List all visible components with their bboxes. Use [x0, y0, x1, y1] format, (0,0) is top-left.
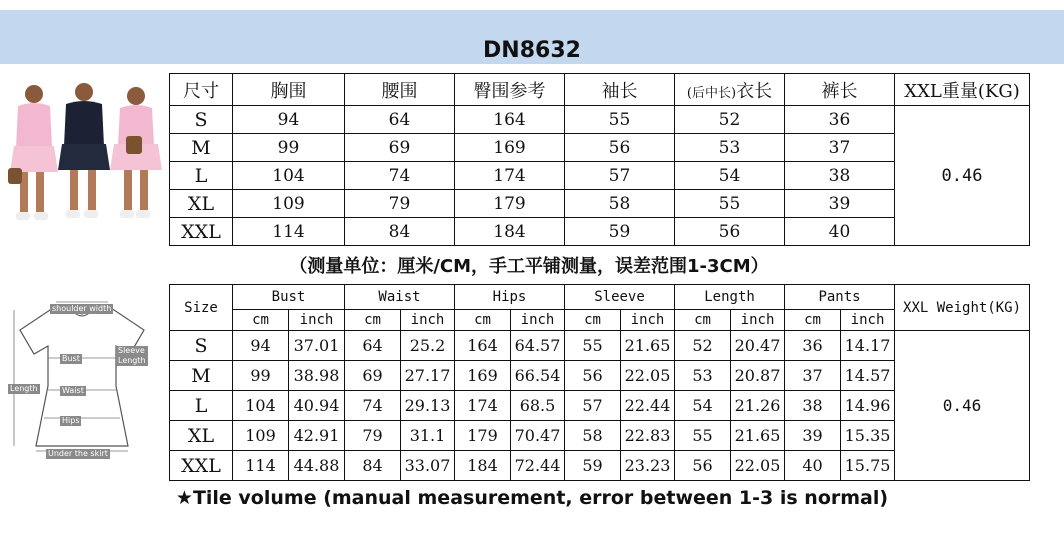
table-cell: 164	[455, 106, 565, 134]
table-cell: 64	[345, 331, 401, 361]
table-cell: 68.5	[511, 391, 565, 421]
header-sleeve: Sleeve	[565, 285, 675, 310]
table-cell: 169	[455, 134, 565, 162]
unit-inch: inch	[841, 310, 895, 331]
table-cell: 15.35	[841, 421, 895, 451]
table-cell: 56	[675, 451, 731, 481]
table-cell: 84	[345, 218, 455, 246]
table-cell: 59	[565, 451, 621, 481]
diagram-label-waist: Waist	[62, 386, 84, 395]
table-cell: 164	[455, 331, 511, 361]
table-cell: 27.17	[401, 361, 455, 391]
table-cell: 55	[675, 421, 731, 451]
table-header-row	[170, 74, 1030, 106]
table-cell: 38.98	[289, 361, 345, 391]
table-cell: 64	[345, 106, 455, 134]
table-cell: 58	[565, 190, 675, 218]
table-cell: 99	[233, 134, 345, 162]
measurement-diagram	[4, 296, 162, 466]
table-cell: 37	[785, 134, 895, 162]
table-cell: 21.26	[731, 391, 785, 421]
header-waist: Waist	[345, 285, 455, 310]
size-cell: S	[170, 106, 233, 134]
table-cell: 64.57	[511, 331, 565, 361]
table-cell: 99	[233, 361, 289, 391]
table-cell: 52	[675, 331, 731, 361]
table-cell: 38	[785, 391, 841, 421]
unit-cm: cm	[233, 310, 289, 331]
unit-inch: inch	[401, 310, 455, 331]
table-cell: 40	[785, 218, 895, 246]
table-cell: 114	[233, 218, 345, 246]
table-cell: 37.01	[289, 331, 345, 361]
table-cell: 79	[345, 190, 455, 218]
table-cell: 20.87	[731, 361, 785, 391]
table-cell: 66.54	[511, 361, 565, 391]
table-cell: 14.57	[841, 361, 895, 391]
size-cell: M	[170, 361, 233, 391]
diagram-label-under-skirt: Under the skirt	[48, 449, 108, 458]
table-cell: 31.1	[401, 421, 455, 451]
table-cell: 57	[565, 162, 675, 190]
table-cell: 54	[675, 162, 785, 190]
measurement-note-chinese: （测量单位：厘米/CM，手工平铺测量，误差范围1-3CM）	[289, 256, 769, 277]
table-cell: 15.75	[841, 451, 895, 481]
header-bust: Bust	[233, 285, 345, 310]
table-cell: 69	[345, 361, 401, 391]
table-cell: 39	[785, 421, 841, 451]
table-cell: 55	[565, 106, 675, 134]
header-waist: 腰围	[345, 74, 455, 106]
table-cell: 56	[565, 361, 621, 391]
table-cell: 33.07	[401, 451, 455, 481]
table-cell: 179	[455, 190, 565, 218]
table-cell: 84	[345, 451, 401, 481]
table-cell: 52	[675, 106, 785, 134]
table-cell: 39	[785, 190, 895, 218]
table-cell: 55	[675, 190, 785, 218]
table-cell: 174	[455, 162, 565, 190]
diagram-label-length: Length	[10, 384, 38, 393]
table-cell: 58	[565, 421, 621, 451]
diagram-label-sleeve: Sleeve Length	[116, 346, 148, 366]
header-bust: 胸围	[233, 74, 345, 106]
size-cell: M	[170, 134, 233, 162]
unit-cm: cm	[345, 310, 401, 331]
table-header-row	[170, 285, 1030, 310]
unit-inch: inch	[731, 310, 785, 331]
table-cell: 109	[233, 421, 289, 451]
table-cell: 94	[233, 106, 345, 134]
table-cell: 57	[565, 391, 621, 421]
header-weight: XXL Weight(KG)	[895, 285, 1030, 331]
table-cell: 22.05	[621, 361, 675, 391]
unit-cm: cm	[565, 310, 621, 331]
unit-inch: inch	[289, 310, 345, 331]
weight-cell: 0.46	[895, 106, 1030, 246]
table-cell: 54	[675, 391, 731, 421]
table-cell: 36	[785, 106, 895, 134]
table-cell: 29.13	[401, 391, 455, 421]
unit-inch: inch	[511, 310, 565, 331]
table-cell: 74	[345, 391, 401, 421]
header-weight: XXL重量(KG)	[895, 74, 1030, 106]
table-cell: 37	[785, 361, 841, 391]
table-cell: 59	[565, 218, 675, 246]
size-cell: L	[170, 162, 233, 190]
table-cell: 56	[565, 134, 675, 162]
weight-cell: 0.46	[895, 331, 1030, 481]
table-cell: 74	[345, 162, 455, 190]
header-pants: 裤长	[785, 74, 895, 106]
table-cell: 53	[675, 361, 731, 391]
size-cell: L	[170, 391, 233, 421]
header-pants: Pants	[785, 285, 895, 310]
table-cell: 22.83	[621, 421, 675, 451]
measurement-note-english: ★Tile volume (manual measurement, error between 1-3 is normal)	[175, 487, 889, 509]
size-cell: XXL	[170, 451, 233, 481]
header-length-label: 衣长	[736, 80, 773, 102]
table-cell: 70.47	[511, 421, 565, 451]
unit-cm: cm	[785, 310, 841, 331]
table-cell: 109	[233, 190, 345, 218]
table-cell: 40	[785, 451, 841, 481]
table-cell: 179	[455, 421, 511, 451]
table-cell: 36	[785, 331, 841, 361]
table-cell: 53	[675, 134, 785, 162]
table-cell: 21.65	[731, 421, 785, 451]
unit-inch: inch	[621, 310, 675, 331]
table-cell: 20.47	[731, 331, 785, 361]
size-cell: XXL	[170, 218, 233, 246]
size-cell: S	[170, 331, 233, 361]
table-cell: 14.96	[841, 391, 895, 421]
table-cell: 169	[455, 361, 511, 391]
header-size: Size	[170, 285, 233, 331]
table-cell: 104	[233, 391, 289, 421]
size-cell: XL	[170, 190, 233, 218]
table-cell: 114	[233, 451, 289, 481]
header-sleeve: 袖长	[565, 74, 675, 106]
diagram-label-shoulder: shoulder width	[52, 304, 112, 313]
table-cell: 40.94	[289, 391, 345, 421]
header-size: 尺寸	[170, 74, 233, 106]
unit-cm: cm	[455, 310, 511, 331]
table-cell: 69	[345, 134, 455, 162]
table-cell: 21.65	[621, 331, 675, 361]
size-table-chinese	[169, 73, 1030, 246]
size-cell: XL	[170, 421, 233, 451]
header-length	[675, 74, 785, 106]
header-length: Length	[675, 285, 785, 310]
table-cell: 14.17	[841, 331, 895, 361]
model-photo	[6, 76, 164, 234]
table-cell: 22.44	[621, 391, 675, 421]
header-hips: Hips	[455, 285, 565, 310]
diagram-label-bust: Bust	[62, 354, 80, 363]
table-cell: 42.91	[289, 421, 345, 451]
table-cell: 25.2	[401, 331, 455, 361]
product-code-title: DN8632	[483, 38, 581, 63]
table-cell: 104	[233, 162, 345, 190]
table-cell: 94	[233, 331, 289, 361]
header-length-note: (后中长)	[686, 85, 737, 101]
table-cell: 23.23	[621, 451, 675, 481]
unit-cm: cm	[675, 310, 731, 331]
table-cell: 174	[455, 391, 511, 421]
table-cell: 44.88	[289, 451, 345, 481]
table-cell: 38	[785, 162, 895, 190]
table-cell: 56	[675, 218, 785, 246]
table-cell: 55	[565, 331, 621, 361]
table-cell: 184	[455, 218, 565, 246]
table-cell: 72.44	[511, 451, 565, 481]
table-cell: 22.05	[731, 451, 785, 481]
table-cell: 184	[455, 451, 511, 481]
size-table-english	[169, 284, 1030, 481]
diagram-label-hips: Hips	[62, 416, 80, 425]
table-row	[170, 106, 1030, 134]
table-cell: 79	[345, 421, 401, 451]
header-hips: 臀围参考	[455, 74, 565, 106]
table-row	[170, 331, 1030, 361]
